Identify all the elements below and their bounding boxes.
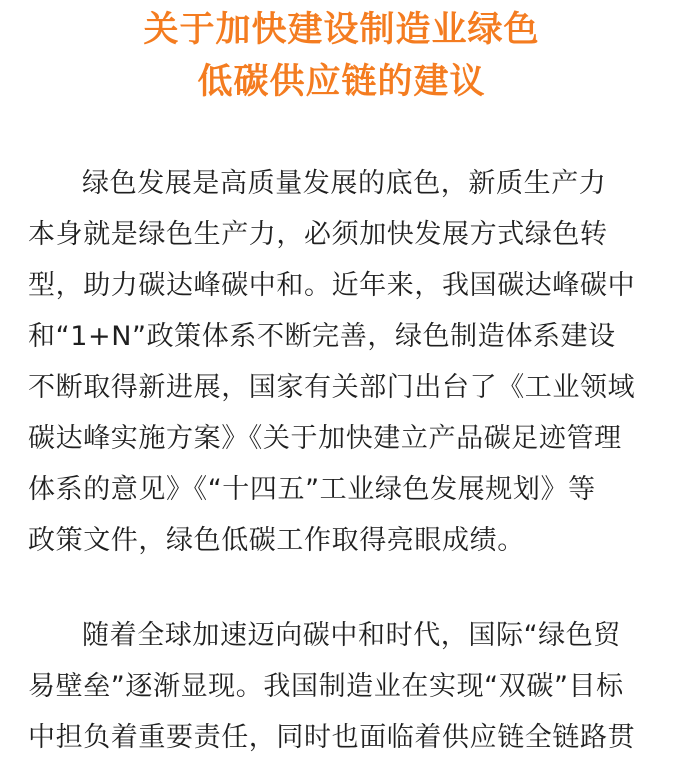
paragraph-line: 不断取得新进展，国家有关部门出台了《工业领域 [28,372,636,403]
paragraph-line: 中担负着重要责任，同时也面临着供应链全链路贯 [28,722,636,753]
paragraph-line: 型，助力碳达峰碳中和。近年来，我国碳达峰碳中 [28,270,636,301]
paragraph-line: 易壁垒”逐渐显现。我国制造业在实现“双碳”目标 [28,671,624,702]
paragraph-line: 政策文件，绿色低碳工作取得亮眼成绩。 [28,525,525,556]
paragraph-line: 绿色发展是高质量发展的底色，新质生产力 [82,168,607,199]
paragraph-line: 随着全球加速迈向碳中和时代，国际“绿色贸 [82,620,621,651]
title-line: 低碳供应链的建议 [197,62,486,102]
paragraph-line: 和“1+N”政策体系不断完善，绿色制造体系建设 [28,321,616,352]
paragraph [28,158,658,566]
paragraph-line: 体系的意见》《“十四五”工业绿色发展规划》等 [28,474,596,505]
article-title [0,4,683,108]
paragraph-line: 本身就是绿色生产力，必须加快发展方式绿色转 [28,219,608,250]
paragraph-line: 碳达峰实施方案》《关于加快建立产品碳足迹管理 [28,423,622,454]
paragraph [28,610,658,763]
title-line: 关于加快建设制造业绿色 [143,10,540,50]
